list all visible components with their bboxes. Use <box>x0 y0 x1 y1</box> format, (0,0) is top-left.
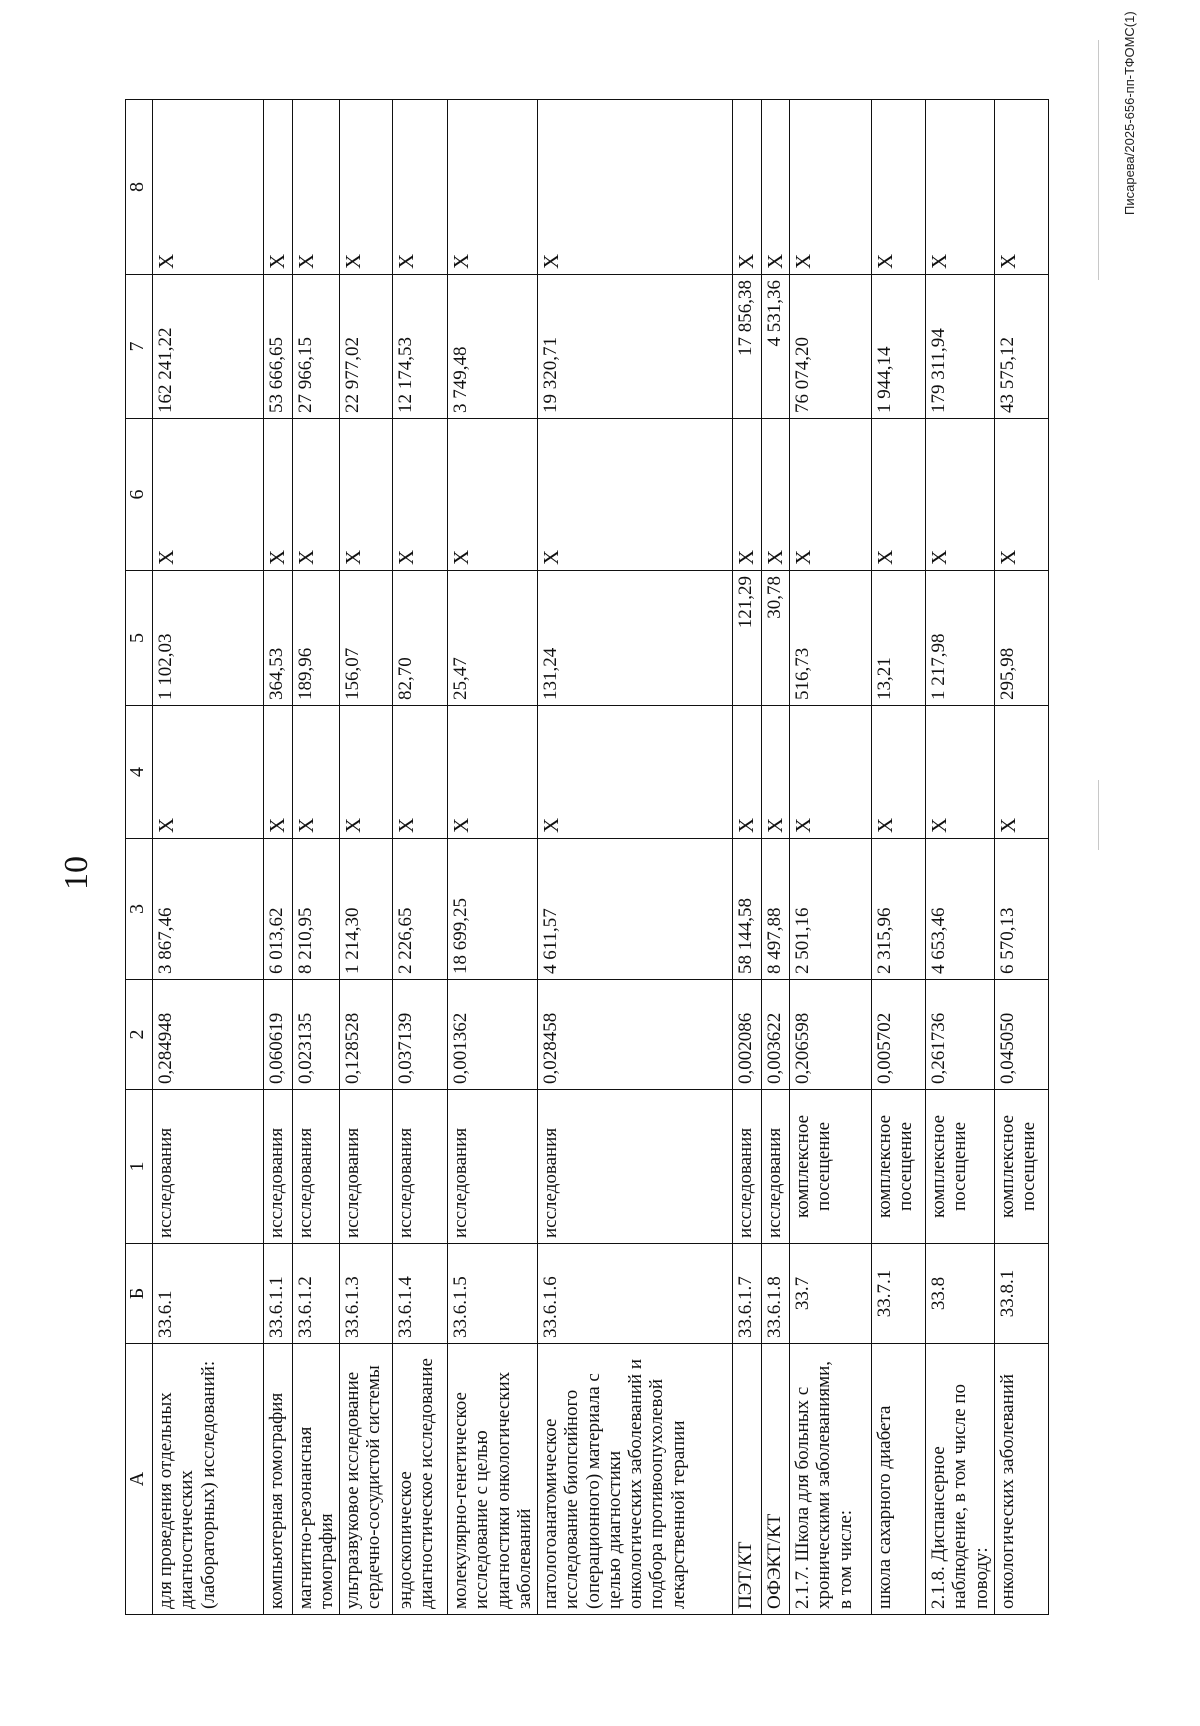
row-name-cell: патологоанатомическое исследование биопсийного (операционного) материала с целью диагностики онкологических заболеваний и подбора противоопухолевой лекарственной терапии <box>538 1344 733 1615</box>
row-x-cell: Х <box>926 419 995 571</box>
row-code-cell: 33.8.1 <box>994 1244 1048 1344</box>
row-x-cell: Х <box>448 706 538 839</box>
row-value-cell: 0,005702 <box>872 980 926 1090</box>
row-x-cell: Х <box>393 419 448 571</box>
row-x-cell: Х <box>340 100 393 275</box>
row-value-cell: 43 575,12 <box>994 275 1048 419</box>
header-cell: Б <box>126 1244 153 1344</box>
row-name-cell: 2.1.7. Школа для больных с хроническими заболеваниями, в том числе: <box>790 1344 872 1615</box>
row-x-cell: Х <box>448 419 538 571</box>
row-x-cell: Х <box>733 706 762 839</box>
table-row <box>393 100 448 1615</box>
scan-artifact-line <box>1098 780 1099 850</box>
table-row <box>761 100 790 1615</box>
row-value-cell: 4 531,36 <box>761 275 790 419</box>
row-name-cell: для проведения отдельных диагностических (лабораторных) исследований: <box>153 1344 264 1615</box>
table-row <box>264 100 293 1615</box>
row-value-cell: 0,037139 <box>393 980 448 1090</box>
data-table <box>125 99 1049 1615</box>
row-x-cell: Х <box>264 706 293 839</box>
row-value-cell: 3 749,48 <box>448 275 538 419</box>
row-value-cell: 0,001362 <box>448 980 538 1090</box>
row-value-cell: 4 653,46 <box>926 839 995 980</box>
row-x-cell: Х <box>733 100 762 275</box>
row-x-cell: Х <box>872 706 926 839</box>
row-name-cell: эндоскопическое диагностическое исследование <box>393 1344 448 1615</box>
row-value-cell: 30,78 <box>761 571 790 706</box>
row-name-cell: онкологических заболеваний <box>994 1344 1048 1615</box>
row-value-cell: 0,003622 <box>761 980 790 1090</box>
row-value-cell: 0,028458 <box>538 980 733 1090</box>
row-value-cell: 6 013,62 <box>264 839 293 980</box>
row-value-cell: 25,47 <box>448 571 538 706</box>
row-name-cell: 2.1.8. Диспансерное наблюдение, в том числе по поводу: <box>926 1344 995 1615</box>
row-unit-cell: исследования <box>153 1090 264 1244</box>
row-value-cell: 13,21 <box>872 571 926 706</box>
row-x-cell: Х <box>994 100 1048 275</box>
row-x-cell: Х <box>872 419 926 571</box>
row-code-cell: 33.6.1.7 <box>733 1244 762 1344</box>
row-x-cell: Х <box>790 706 872 839</box>
table-row <box>448 100 538 1615</box>
table-row <box>292 100 340 1615</box>
row-value-cell: 131,24 <box>538 571 733 706</box>
row-x-cell: Х <box>153 419 264 571</box>
row-x-cell: Х <box>393 706 448 839</box>
table-row <box>872 100 926 1615</box>
row-name-cell: компьютерная томография <box>264 1344 293 1615</box>
row-value-cell: 22 977,02 <box>340 275 393 419</box>
row-x-cell: Х <box>264 100 293 275</box>
row-code-cell: 33.6.1.1 <box>264 1244 293 1344</box>
row-value-cell: 1 102,03 <box>153 571 264 706</box>
header-cell: 6 <box>126 419 153 571</box>
row-unit-cell: комплексное посещение <box>926 1090 995 1244</box>
row-unit-cell: исследования <box>538 1090 733 1244</box>
scan-artifact-line <box>1098 40 1099 280</box>
row-x-cell: Х <box>153 706 264 839</box>
footer-document-code: Писарева/2025-656-пп-ТФОМС(1) <box>1122 11 1137 215</box>
row-code-cell: 33.6.1.3 <box>340 1244 393 1344</box>
row-x-cell: Х <box>790 419 872 571</box>
row-code-cell: 33.6.1.2 <box>292 1244 340 1344</box>
row-code-cell: 33.6.1 <box>153 1244 264 1344</box>
header-cell: 8 <box>126 100 153 275</box>
row-unit-cell: комплексное посещение <box>872 1090 926 1244</box>
header-cell: А <box>126 1344 153 1615</box>
row-value-cell: 179 311,94 <box>926 275 995 419</box>
row-x-cell: Х <box>994 419 1048 571</box>
table-row <box>994 100 1048 1615</box>
row-x-cell: Х <box>994 706 1048 839</box>
row-value-cell: 58 144,58 <box>733 839 762 980</box>
row-unit-cell: исследования <box>733 1090 762 1244</box>
row-value-cell: 4 611,57 <box>538 839 733 980</box>
row-x-cell: Х <box>872 100 926 275</box>
row-value-cell: 6 570,13 <box>994 839 1048 980</box>
row-name-cell: ПЭТ/КТ <box>733 1344 762 1615</box>
row-x-cell: Х <box>292 100 340 275</box>
table-row <box>153 100 264 1615</box>
row-x-cell: Х <box>733 419 762 571</box>
row-unit-cell: исследования <box>448 1090 538 1244</box>
row-x-cell: Х <box>538 419 733 571</box>
table-row <box>733 100 762 1615</box>
row-unit-cell: исследования <box>761 1090 790 1244</box>
row-value-cell: 12 174,53 <box>393 275 448 419</box>
row-name-cell: ОФЭКТ/КТ <box>761 1344 790 1615</box>
row-value-cell: 0,045050 <box>994 980 1048 1090</box>
table-row <box>340 100 393 1615</box>
row-value-cell: 364,53 <box>264 571 293 706</box>
row-value-cell: 82,70 <box>393 571 448 706</box>
table-row <box>926 100 995 1615</box>
row-value-cell: 295,98 <box>994 571 1048 706</box>
row-x-cell: Х <box>393 100 448 275</box>
table-row <box>790 100 872 1615</box>
row-value-cell: 1 214,30 <box>340 839 393 980</box>
table-rotation-wrapper <box>125 100 1040 1615</box>
row-code-cell: 33.8 <box>926 1244 995 1344</box>
row-unit-cell: комплексное посещение <box>790 1090 872 1244</box>
row-value-cell: 17 856,38 <box>733 275 762 419</box>
row-value-cell: 121,29 <box>733 571 762 706</box>
row-name-cell: магнитно-резонансная томография <box>292 1344 340 1615</box>
row-code-cell: 33.6.1.8 <box>761 1244 790 1344</box>
row-x-cell: Х <box>926 100 995 275</box>
row-x-cell: Х <box>153 100 264 275</box>
header-cell: 1 <box>126 1090 153 1244</box>
row-value-cell: 0,128528 <box>340 980 393 1090</box>
row-name-cell: ультразвуковое исследование сердечно-сосудистой системы <box>340 1344 393 1615</box>
row-x-cell: Х <box>340 706 393 839</box>
row-value-cell: 1 944,14 <box>872 275 926 419</box>
row-value-cell: 0,002086 <box>733 980 762 1090</box>
rotated-table-area <box>125 100 1040 1615</box>
table-header-row <box>126 100 153 1615</box>
row-x-cell: Х <box>340 419 393 571</box>
header-cell: 3 <box>126 839 153 980</box>
row-value-cell: 189,96 <box>292 571 340 706</box>
row-value-cell: 0,023135 <box>292 980 340 1090</box>
row-code-cell: 33.7.1 <box>872 1244 926 1344</box>
row-value-cell: 8 497,88 <box>761 839 790 980</box>
row-x-cell: Х <box>761 100 790 275</box>
row-x-cell: Х <box>292 419 340 571</box>
row-x-cell: Х <box>292 706 340 839</box>
row-value-cell: 156,07 <box>340 571 393 706</box>
row-value-cell: 2 501,16 <box>790 839 872 980</box>
row-value-cell: 19 320,71 <box>538 275 733 419</box>
row-x-cell: Х <box>761 706 790 839</box>
row-x-cell: Х <box>264 419 293 571</box>
row-unit-cell: комплексное посещение <box>994 1090 1048 1244</box>
row-value-cell: 0,206598 <box>790 980 872 1090</box>
row-x-cell: Х <box>761 419 790 571</box>
page-number: 10 <box>58 856 95 890</box>
row-value-cell: 516,73 <box>790 571 872 706</box>
row-unit-cell: исследования <box>264 1090 293 1244</box>
row-x-cell: Х <box>926 706 995 839</box>
row-code-cell: 33.6.1.6 <box>538 1244 733 1344</box>
row-value-cell: 1 217,98 <box>926 571 995 706</box>
header-cell: 7 <box>126 275 153 419</box>
row-value-cell: 0,060619 <box>264 980 293 1090</box>
row-x-cell: Х <box>538 100 733 275</box>
row-value-cell: 162 241,22 <box>153 275 264 419</box>
row-value-cell: 2 315,96 <box>872 839 926 980</box>
row-value-cell: 8 210,95 <box>292 839 340 980</box>
row-value-cell: 18 699,25 <box>448 839 538 980</box>
row-value-cell: 0,284948 <box>153 980 264 1090</box>
row-value-cell: 76 074,20 <box>790 275 872 419</box>
row-name-cell: молекулярно-генетическое исследование с целью диагностики онкологических заболеваний <box>448 1344 538 1615</box>
row-value-cell: 27 966,15 <box>292 275 340 419</box>
header-cell: 5 <box>126 571 153 706</box>
header-cell: 4 <box>126 706 153 839</box>
row-value-cell: 2 226,65 <box>393 839 448 980</box>
row-code-cell: 33.6.1.4 <box>393 1244 448 1344</box>
row-value-cell: 53 666,65 <box>264 275 293 419</box>
row-unit-cell: исследования <box>340 1090 393 1244</box>
row-code-cell: 33.7 <box>790 1244 872 1344</box>
row-x-cell: Х <box>448 100 538 275</box>
row-value-cell: 3 867,46 <box>153 839 264 980</box>
header-cell: 2 <box>126 980 153 1090</box>
row-unit-cell: исследования <box>393 1090 448 1244</box>
row-value-cell: 0,261736 <box>926 980 995 1090</box>
table-row <box>538 100 733 1615</box>
row-unit-cell: исследования <box>292 1090 340 1244</box>
row-code-cell: 33.6.1.5 <box>448 1244 538 1344</box>
row-name-cell: школа сахарного диабета <box>872 1344 926 1615</box>
row-x-cell: Х <box>790 100 872 275</box>
row-x-cell: Х <box>538 706 733 839</box>
